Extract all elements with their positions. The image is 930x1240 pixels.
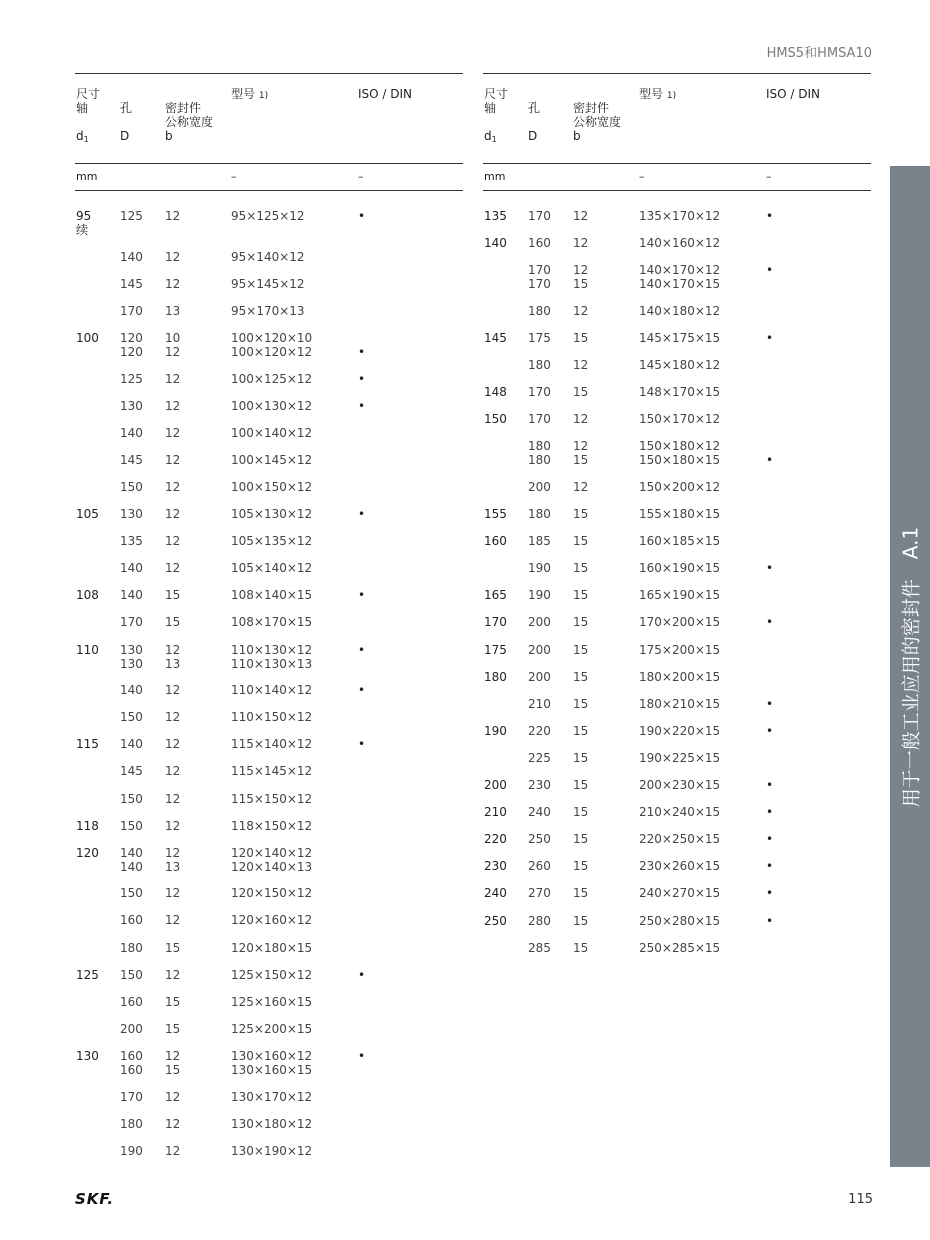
bore-diameter-cell: 190	[528, 588, 551, 603]
bore-diameter-cell: 145	[120, 452, 143, 467]
iso-din-cell: •	[358, 588, 366, 603]
seal-width-cell: 15	[573, 588, 589, 603]
shaft-diameter-cell: 190	[484, 723, 507, 738]
model-cell: 100×150×12	[231, 479, 313, 494]
seal-label-line2: 公称宽度	[165, 115, 214, 129]
model-cell: 210×240×15	[639, 805, 721, 820]
model-cell: 100×145×12	[231, 452, 313, 467]
shaft-diameter-cell: 150	[484, 412, 507, 427]
shaft-diameter-cell: 155	[484, 507, 507, 521]
seal-width-cell: 12	[573, 236, 589, 251]
bore-diameter-cell: 130 130	[120, 642, 143, 671]
bore-diameter-cell: 210	[528, 696, 551, 711]
model-cell: 145×175×15	[639, 330, 721, 345]
section-number: A.1	[898, 526, 923, 559]
seal-width-cell: 15	[573, 507, 589, 521]
bore-diameter-cell: 140	[120, 737, 143, 752]
model-cell: 110×150×12	[231, 710, 313, 725]
model-cell: 160×190×15	[639, 561, 721, 576]
model-cell: 130×180×12	[231, 1116, 313, 1131]
bore-diameter-cell: 150	[120, 479, 143, 494]
sidebar-title: 用于一般工业应用的密封件	[900, 578, 923, 807]
bore-label: 孔	[120, 101, 133, 115]
unit-iso-dash: –	[766, 170, 772, 183]
iso-din-cell: •	[358, 398, 366, 413]
seal-width-cell: 15	[573, 940, 589, 955]
model-cell: 148×170×15	[639, 385, 721, 400]
seal-width-cell: 12	[165, 913, 181, 928]
model-cell: 120×150×12	[231, 886, 313, 901]
model-cell: 125×150×12	[231, 967, 313, 982]
model-cell: 105×130×12	[231, 507, 313, 521]
shaft-diameter-cell: 100	[76, 330, 99, 345]
seal-width-cell: 12	[165, 1089, 181, 1104]
bore-diameter-cell: 125	[120, 371, 143, 386]
shaft-diameter-cell: 230	[484, 859, 507, 874]
shaft-diameter-cell: 175	[484, 642, 507, 657]
seal-width-cell: 12	[165, 276, 181, 291]
bore-diameter-cell: 230	[528, 778, 551, 792]
seal-width-cell: 12	[165, 967, 181, 982]
model-cell: 170×200×15	[639, 615, 721, 630]
model-cell: 100×130×12	[231, 398, 313, 413]
bore-diameter-cell: 140	[120, 249, 143, 264]
seal-width-cell: 10 12	[165, 330, 181, 359]
shaft-diameter-cell: 95 续	[76, 209, 92, 237]
seal-width-cell: 15	[573, 832, 589, 847]
column-headers	[75, 74, 463, 163]
model-cell: 125×160×15	[231, 994, 313, 1009]
iso-din-cell: •	[358, 209, 366, 223]
model-cell: 135×170×12	[639, 209, 721, 223]
bore-diameter-cell: 170	[120, 1089, 143, 1104]
bore-diameter-cell: 160	[120, 994, 143, 1009]
seal-width-cell: 12	[165, 1143, 181, 1158]
bore-diameter-cell: 170	[120, 303, 143, 318]
iso-din-cell: •	[766, 859, 774, 874]
seal-width-cell: 12	[165, 1116, 181, 1131]
bore-diameter-cell: 140	[120, 561, 143, 576]
model-cell: 180×200×15	[639, 669, 721, 684]
model-cell: 150×170×12	[639, 412, 721, 427]
header-bottom-rule	[75, 190, 463, 191]
model-cell: 110×130×12 110×130×13	[231, 642, 313, 671]
bore-diameter-cell: 250	[528, 832, 551, 847]
bore-label: 孔	[528, 101, 541, 115]
seal-width-cell: 15	[573, 669, 589, 684]
iso-din-cell: •	[358, 642, 366, 657]
model-cell: 180×210×15	[639, 696, 721, 711]
shaft-diameter-cell: 180	[484, 669, 507, 684]
seal-width-cell: 15	[573, 696, 589, 711]
seal-width-cell: 13	[165, 303, 181, 318]
shaft-diameter-cell: 108	[76, 588, 99, 603]
seal-width-cell: 15	[573, 615, 589, 630]
seal-width-cell: 12	[573, 479, 589, 494]
seal-width-cell: 15	[165, 940, 181, 955]
unit-model-dash: –	[639, 170, 645, 183]
seal-width-cell: 12	[165, 371, 181, 386]
model-cell: 100×125×12	[231, 371, 313, 386]
seal-width-cell: 12	[573, 209, 589, 223]
bore-diameter-cell: 225	[528, 750, 551, 765]
seal-width-cell: 15	[573, 886, 589, 901]
seal-width-cell: 12	[165, 398, 181, 413]
iso-din-cell: •	[766, 832, 774, 847]
bore-diameter-cell: 180	[120, 1116, 143, 1131]
seal-label-line2: 公称宽度	[573, 115, 622, 129]
model-cell: 130×160×12 130×160×15	[231, 1048, 313, 1077]
model-cell: 100×140×12	[231, 425, 313, 440]
bore-diameter-cell: 145	[120, 764, 143, 779]
iso-din-cell: •	[766, 778, 774, 792]
model-cell: 125×200×15	[231, 1021, 313, 1036]
skf-logo: SKF.	[75, 1190, 115, 1208]
model-label: 型号 1)	[231, 87, 269, 101]
iso-din-cell: •	[358, 737, 366, 752]
iso-din-cell: •	[766, 561, 774, 576]
iso-din-cell: •	[766, 263, 774, 278]
model-cell: 115×150×12	[231, 791, 313, 806]
bore-diameter-cell: 180	[528, 507, 551, 521]
model-cell: 108×140×15	[231, 588, 313, 603]
sidebar-label	[897, 526, 924, 806]
shaft-diameter-cell: 210	[484, 805, 507, 820]
page-header-title: HMS5和HMSA10	[766, 46, 872, 61]
seal-width-cell: 12 15	[165, 1048, 181, 1077]
iso-din-cell: •	[358, 507, 366, 521]
seal-width-cell: 15	[573, 913, 589, 928]
D-symbol: D	[528, 129, 538, 143]
bore-diameter-cell: 150	[120, 818, 143, 833]
seal-width-cell: 15	[165, 588, 181, 603]
unit-mm: mm	[76, 170, 98, 183]
seal-width-cell: 15	[573, 750, 589, 765]
model-cell: 150×200×12	[639, 479, 721, 494]
bore-diameter-cell: 160	[120, 913, 143, 928]
bore-diameter-cell: 190	[528, 561, 551, 576]
table-left	[75, 73, 463, 1158]
bore-diameter-cell: 200	[120, 1021, 143, 1036]
unit-model-dash: –	[231, 170, 237, 183]
seal-width-cell: 12 13	[165, 845, 181, 874]
shaft-diameter-cell: 170	[484, 615, 507, 630]
bore-diameter-cell: 150	[120, 710, 143, 725]
iso-din-cell: •	[766, 209, 774, 223]
bore-diameter-cell: 220	[528, 723, 551, 738]
d1-symbol: d1	[484, 129, 497, 144]
model-cell: 95×140×12	[231, 249, 305, 264]
seal-width-cell: 12	[165, 683, 181, 698]
b-symbol: b	[573, 129, 581, 143]
bore-diameter-cell: 170	[528, 209, 551, 223]
iso-din-cell: •	[358, 371, 366, 386]
bore-diameter-cell: 120 120	[120, 330, 143, 359]
bore-diameter-cell: 140 140	[120, 845, 143, 874]
bore-diameter-cell: 180	[120, 940, 143, 955]
shaft-diameter-cell: 118	[76, 818, 99, 833]
model-cell: 115×140×12	[231, 737, 313, 752]
bore-diameter-cell: 280	[528, 913, 551, 928]
seal-width-cell: 15	[165, 994, 181, 1009]
model-cell: 230×260×15	[639, 859, 721, 874]
shaft-diameter-cell: 160	[484, 534, 507, 549]
shaft-diameter-cell: 140	[484, 236, 507, 251]
bore-diameter-cell: 190	[120, 1143, 143, 1158]
seal-width-cell: 15	[573, 723, 589, 738]
seal-width-cell: 15	[573, 805, 589, 820]
D-symbol: D	[120, 129, 130, 143]
seal-width-cell: 15	[573, 330, 589, 345]
shaft-diameter-cell: 165	[484, 588, 507, 603]
model-cell: 95×145×12	[231, 276, 305, 291]
model-cell: 165×190×15	[639, 588, 721, 603]
d1-symbol: d1	[76, 129, 89, 144]
shaft-diameter-cell: 145	[484, 330, 507, 345]
model-cell: 140×160×12	[639, 236, 721, 251]
bore-diameter-cell: 260	[528, 859, 551, 874]
model-label: 型号 1)	[639, 87, 677, 101]
iso-din-cell: •	[766, 805, 774, 820]
iso-din-cell: •	[766, 696, 774, 711]
model-cell: 155×180×15	[639, 507, 721, 521]
seal-width-cell: 12	[165, 710, 181, 725]
unit-iso-dash: –	[358, 170, 364, 183]
column-headers	[483, 74, 871, 163]
seal-label-line1: 密封件	[573, 101, 610, 115]
model-cell: 120×160×12	[231, 913, 313, 928]
bore-diameter-cell: 140	[120, 588, 143, 603]
model-cell: 250×285×15	[639, 940, 721, 955]
shaft-diameter-cell: 250	[484, 913, 507, 928]
shaft-diameter-cell: 110	[76, 642, 99, 657]
seal-width-cell: 12	[165, 818, 181, 833]
model-cell: 108×170×15	[231, 615, 313, 630]
bore-diameter-cell: 200	[528, 642, 551, 657]
iso-din-cell: •	[766, 330, 774, 345]
iso-label: ISO / DIN	[766, 87, 821, 101]
shaft-label: 轴	[76, 101, 89, 115]
bore-diameter-cell: 180 180	[528, 439, 551, 468]
model-cell: 118×150×12	[231, 818, 313, 833]
seal-width-cell: 15	[573, 859, 589, 874]
bore-diameter-cell: 200	[528, 669, 551, 684]
seal-width-cell: 12 15	[573, 263, 589, 292]
iso-din-cell: •	[766, 886, 774, 901]
seal-width-cell: 12	[165, 209, 181, 223]
bore-diameter-cell: 200	[528, 479, 551, 494]
bore-diameter-cell: 160	[528, 236, 551, 251]
model-cell: 175×200×15	[639, 642, 721, 657]
seal-width-cell: 12	[165, 737, 181, 752]
bore-diameter-cell: 185	[528, 534, 551, 549]
section-sidebar	[890, 166, 930, 1167]
bore-diameter-cell: 125	[120, 209, 143, 223]
model-cell: 120×140×12 120×140×13	[231, 845, 313, 874]
bore-diameter-cell: 175	[528, 330, 551, 345]
shaft-diameter-cell: 220	[484, 832, 507, 847]
shaft-diameter-cell: 135	[484, 209, 507, 223]
bore-diameter-cell: 200	[528, 615, 551, 630]
seal-width-cell: 15	[165, 615, 181, 630]
seal-width-cell: 12	[573, 303, 589, 318]
model-cell: 130×190×12	[231, 1143, 313, 1158]
seal-width-cell: 15	[165, 1021, 181, 1036]
seal-width-cell: 12	[165, 452, 181, 467]
seal-width-cell: 12	[165, 479, 181, 494]
bore-diameter-cell: 170 170	[528, 263, 551, 292]
bore-diameter-cell: 285	[528, 940, 551, 955]
seal-width-cell: 12	[573, 358, 589, 372]
model-cell: 120×180×15	[231, 940, 313, 955]
shaft-diameter-cell: 200	[484, 778, 507, 792]
seal-width-cell: 12	[165, 425, 181, 440]
bore-diameter-cell: 130	[120, 507, 143, 521]
model-cell: 105×135×12	[231, 534, 313, 549]
iso-din-cell: •	[766, 723, 774, 738]
iso-din-cell: •	[766, 913, 774, 928]
unit-row	[75, 164, 463, 190]
header-bottom-rule	[483, 190, 871, 191]
seal-width-cell: 12	[165, 507, 181, 521]
seal-width-cell: 12	[165, 791, 181, 806]
bore-diameter-cell: 270	[528, 886, 551, 901]
model-cell: 240×270×15	[639, 886, 721, 901]
bore-diameter-cell: 150	[120, 791, 143, 806]
model-cell: 110×140×12	[231, 683, 313, 698]
iso-din-cell: •	[358, 344, 366, 359]
shaft-diameter-cell: 105	[76, 507, 99, 521]
bore-diameter-cell: 170	[528, 385, 551, 400]
bore-diameter-cell: 140	[120, 425, 143, 440]
page-number: 115	[848, 1192, 873, 1207]
seal-width-cell: 12 15	[573, 439, 589, 468]
shaft-diameter-cell: 120	[76, 845, 99, 860]
model-cell: 250×280×15	[639, 913, 721, 928]
b-symbol: b	[165, 129, 173, 143]
seal-width-cell: 12	[165, 561, 181, 576]
model-cell: 95×125×12	[231, 209, 305, 223]
model-cell: 140×170×12 140×170×15	[639, 263, 721, 292]
bore-diameter-cell: 160 160	[120, 1048, 143, 1077]
seal-width-cell: 12	[165, 249, 181, 264]
seal-width-cell: 15	[573, 534, 589, 549]
unit-row	[483, 164, 871, 190]
seal-width-cell: 12	[573, 412, 589, 427]
iso-label: ISO / DIN	[358, 87, 413, 101]
bore-diameter-cell: 170	[528, 412, 551, 427]
model-cell: 200×230×15	[639, 778, 721, 792]
model-cell: 160×185×15	[639, 534, 721, 549]
bore-diameter-cell: 135	[120, 534, 143, 549]
table-right	[483, 73, 871, 955]
bore-diameter-cell: 240	[528, 805, 551, 820]
model-cell: 95×170×13	[231, 303, 305, 318]
bore-diameter-cell: 180	[528, 303, 551, 318]
seal-width-cell: 15	[573, 561, 589, 576]
seal-width-cell: 12	[165, 764, 181, 779]
bore-diameter-cell: 130	[120, 398, 143, 413]
model-cell: 190×225×15	[639, 750, 721, 765]
unit-mm: mm	[484, 170, 506, 183]
model-cell: 145×180×12	[639, 358, 721, 372]
shaft-diameter-cell: 125	[76, 967, 99, 982]
seal-width-cell: 12	[165, 534, 181, 549]
bore-diameter-cell: 180	[528, 358, 551, 372]
shaft-diameter-cell: 130	[76, 1048, 99, 1063]
bore-diameter-cell: 145	[120, 276, 143, 291]
iso-din-cell: •	[358, 967, 366, 982]
seal-width-cell: 12 13	[165, 642, 181, 671]
iso-din-cell: •	[766, 453, 774, 468]
model-cell: 190×220×15	[639, 723, 721, 738]
seal-width-cell: 12	[165, 886, 181, 901]
shaft-label: 轴	[484, 101, 497, 115]
bore-diameter-cell: 140	[120, 683, 143, 698]
seal-width-cell: 15	[573, 385, 589, 400]
bore-diameter-cell: 150	[120, 967, 143, 982]
size-label: 尺寸	[484, 87, 509, 101]
seal-width-cell: 15	[573, 642, 589, 657]
size-label: 尺寸	[76, 87, 101, 101]
seal-width-cell: 15	[573, 778, 589, 792]
shaft-diameter-cell: 148	[484, 385, 507, 400]
shaft-diameter-cell: 115	[76, 737, 99, 752]
iso-din-cell: •	[358, 683, 366, 698]
model-cell: 130×170×12	[231, 1089, 313, 1104]
model-cell: 100×120×10 100×120×12	[231, 330, 313, 359]
model-cell: 150×180×12 150×180×15	[639, 439, 721, 468]
model-cell: 105×140×12	[231, 561, 313, 576]
model-cell: 140×180×12	[639, 303, 721, 318]
iso-din-cell: •	[358, 1048, 366, 1063]
seal-label-line1: 密封件	[165, 101, 202, 115]
bore-diameter-cell: 150	[120, 886, 143, 901]
model-cell: 115×145×12	[231, 764, 313, 779]
iso-din-cell: •	[766, 615, 774, 630]
model-cell: 220×250×15	[639, 832, 721, 847]
bore-diameter-cell: 170	[120, 615, 143, 630]
shaft-diameter-cell: 240	[484, 886, 507, 901]
